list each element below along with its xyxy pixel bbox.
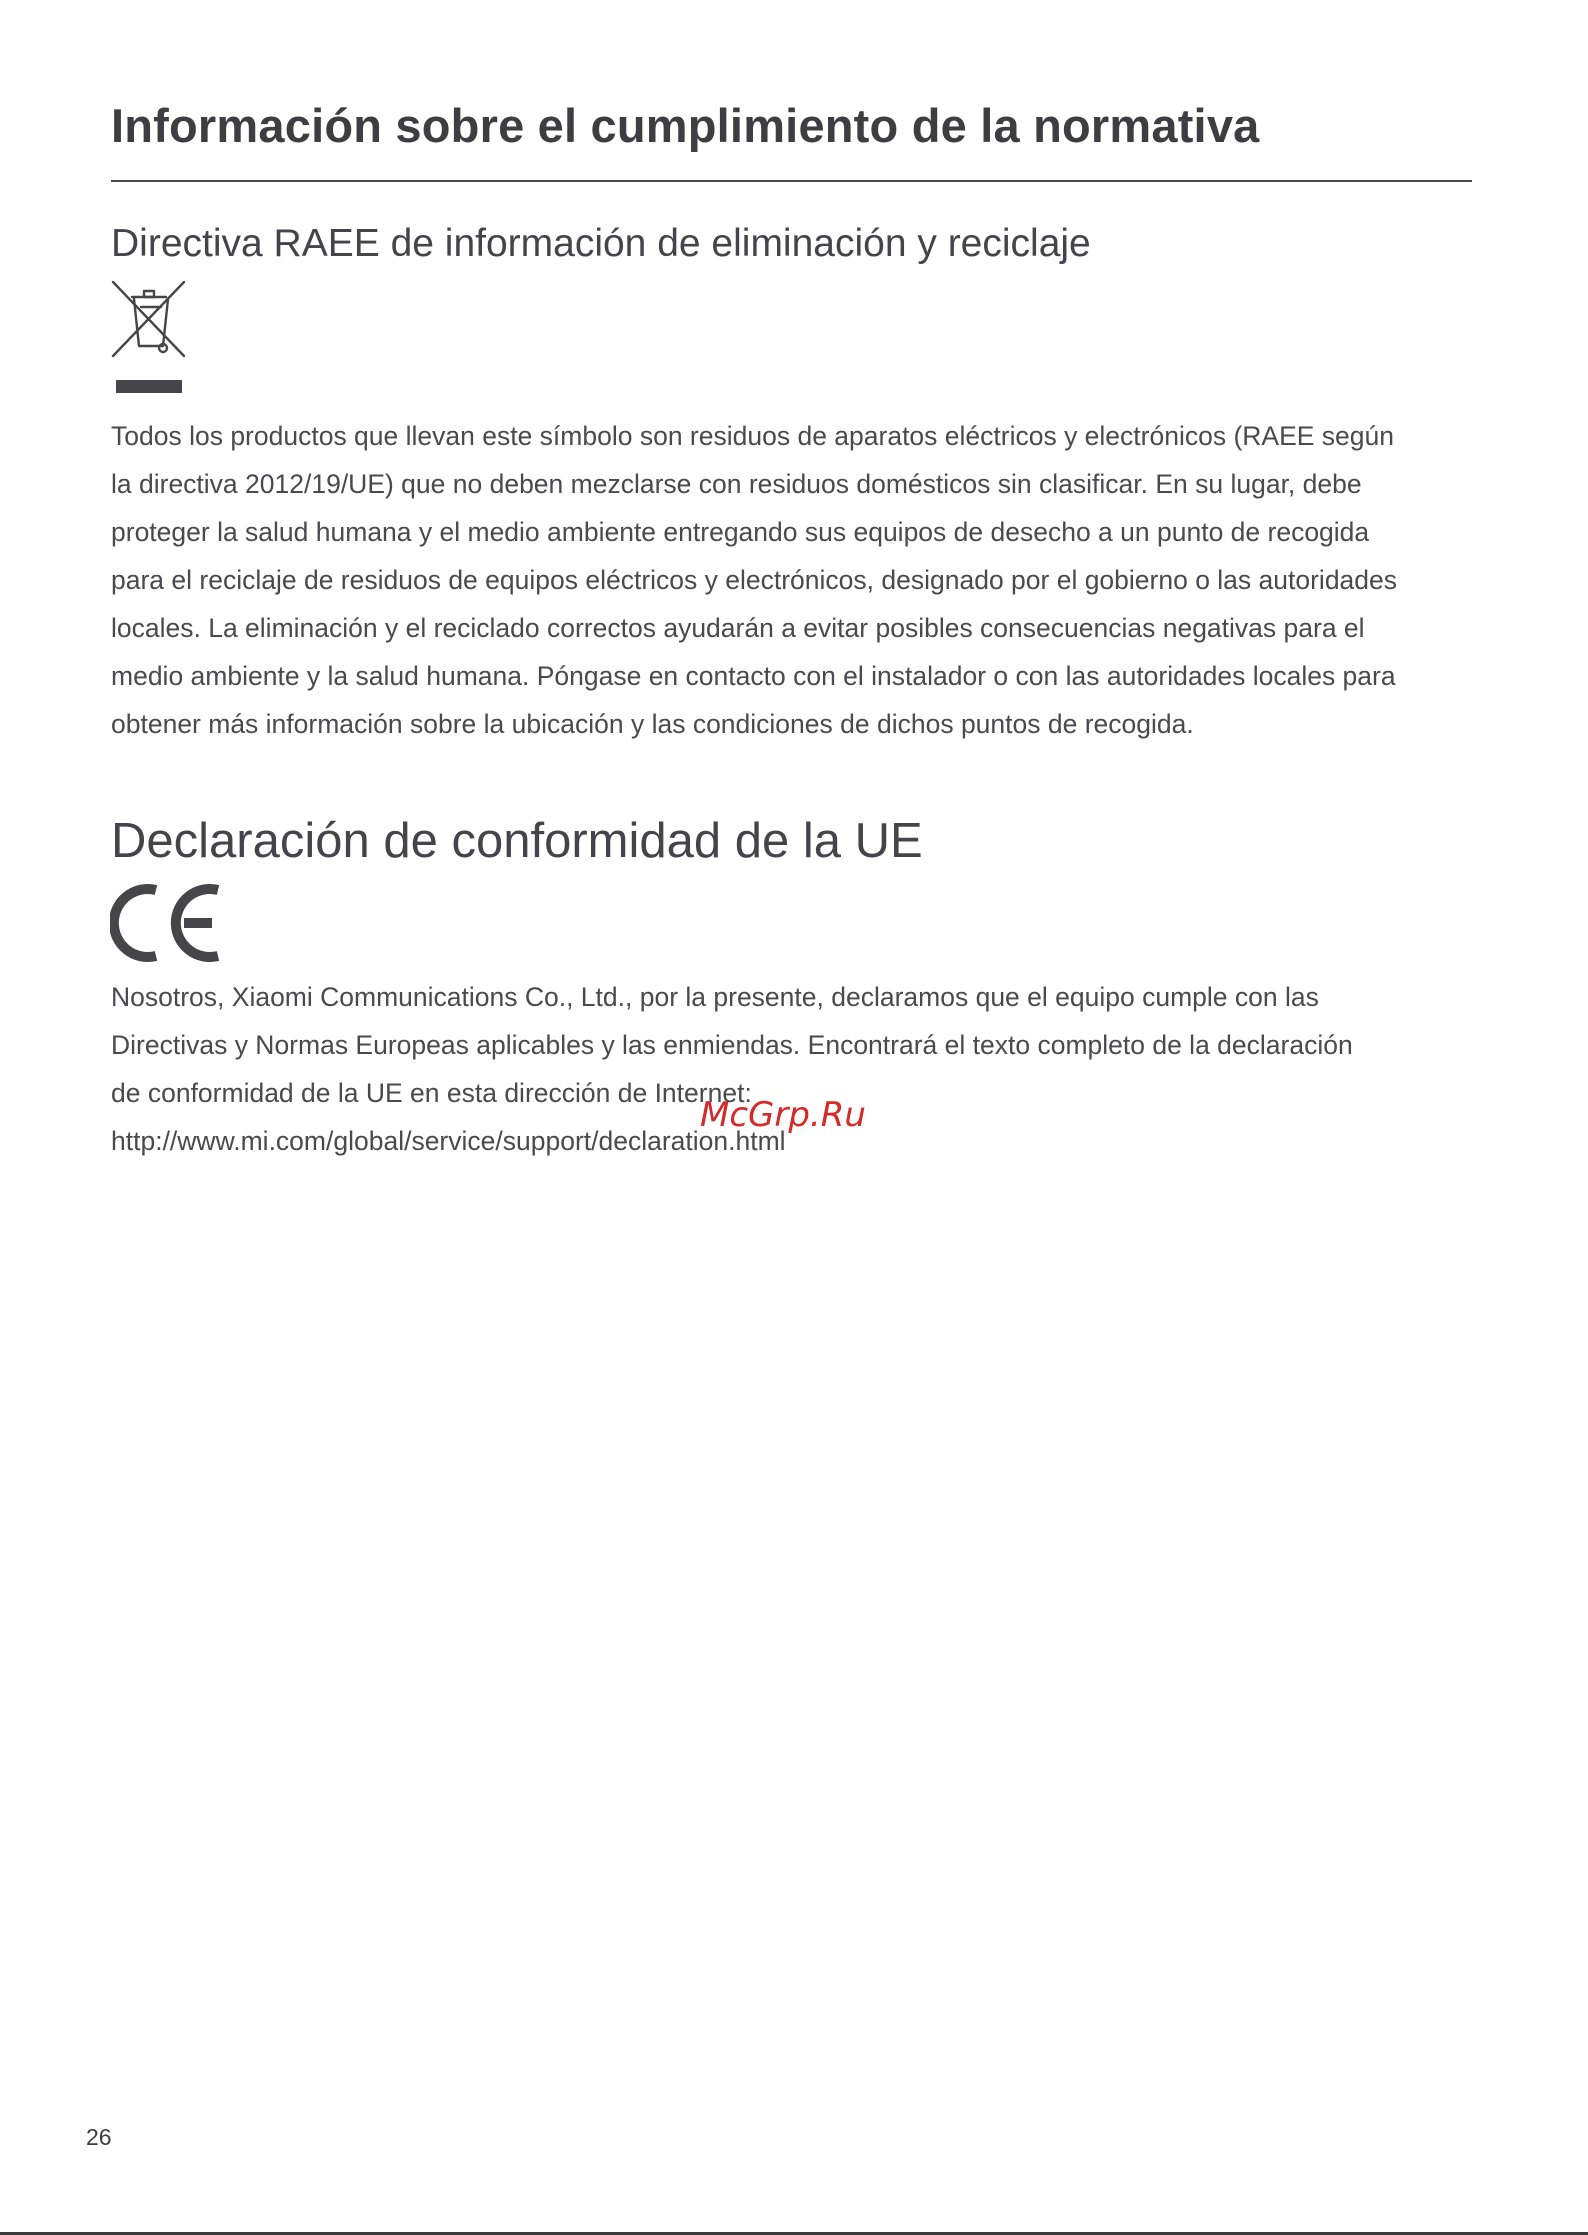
paragraph-line: para el reciclaje de residuos de equipos eléctricos y electrónicos, designado por el gobierno o las autoridades: [111, 565, 1398, 595]
paragraph-line: obtener más información sobre la ubicación y las condiciones de dichos puntos de recogida.: [111, 709, 1194, 739]
ce-heading: Declaración de conformidad de la UE: [111, 814, 923, 868]
watermark: McGrp.Ru: [700, 1095, 866, 1135]
weee-paragraph: [111, 412, 1511, 748]
ce-mark-icon: [110, 884, 222, 962]
paragraph-line: Directivas y Normas Europeas aplicables y las enmiendas. Encontrará el texto completo de la declaración: [111, 1030, 1353, 1060]
paragraph-line: de conformidad de la UE en esta dirección de Internet:: [111, 1078, 752, 1108]
paragraph-line: medio ambiente y la salud humana. Póngase en contacto con el instalador o con las autoridades locales para: [111, 661, 1396, 691]
page-title: Información sobre el cumplimiento de la normativa: [111, 99, 1260, 152]
paragraph-line: Nosotros, Xiaomi Communications Co., Ltd., por la presente, declaramos que el equipo cumple con las: [111, 982, 1319, 1012]
page-number: 26: [86, 2124, 112, 2150]
ce-paragraph: [111, 973, 1511, 1165]
paragraph-line: Todos los productos que llevan este símbolo son residuos de aparatos eléctricos y electrónicos (RAEE según: [111, 421, 1394, 451]
weee-heading: Directiva RAEE de información de eliminación y reciclaje: [111, 222, 1091, 265]
title-divider: [111, 180, 1472, 182]
paragraph-line: la directiva 2012/19/UE) que no deben mezclarse con residuos domésticos sin clasificar. En su lugar, debe: [111, 469, 1362, 499]
paragraph-line: locales. La eliminación y el reciclado correctos ayudarán a evitar posibles consecuencias negativas para el: [111, 613, 1365, 643]
declaration-link[interactable]: http://www.mi.com/global/service/support/declaration.html: [111, 1126, 786, 1156]
crossed-out-wheelie-bin-icon: [110, 280, 190, 394]
paragraph-line: proteger la salud humana y el medio ambiente entregando sus equipos de desecho a un punto de recogida: [111, 517, 1370, 547]
